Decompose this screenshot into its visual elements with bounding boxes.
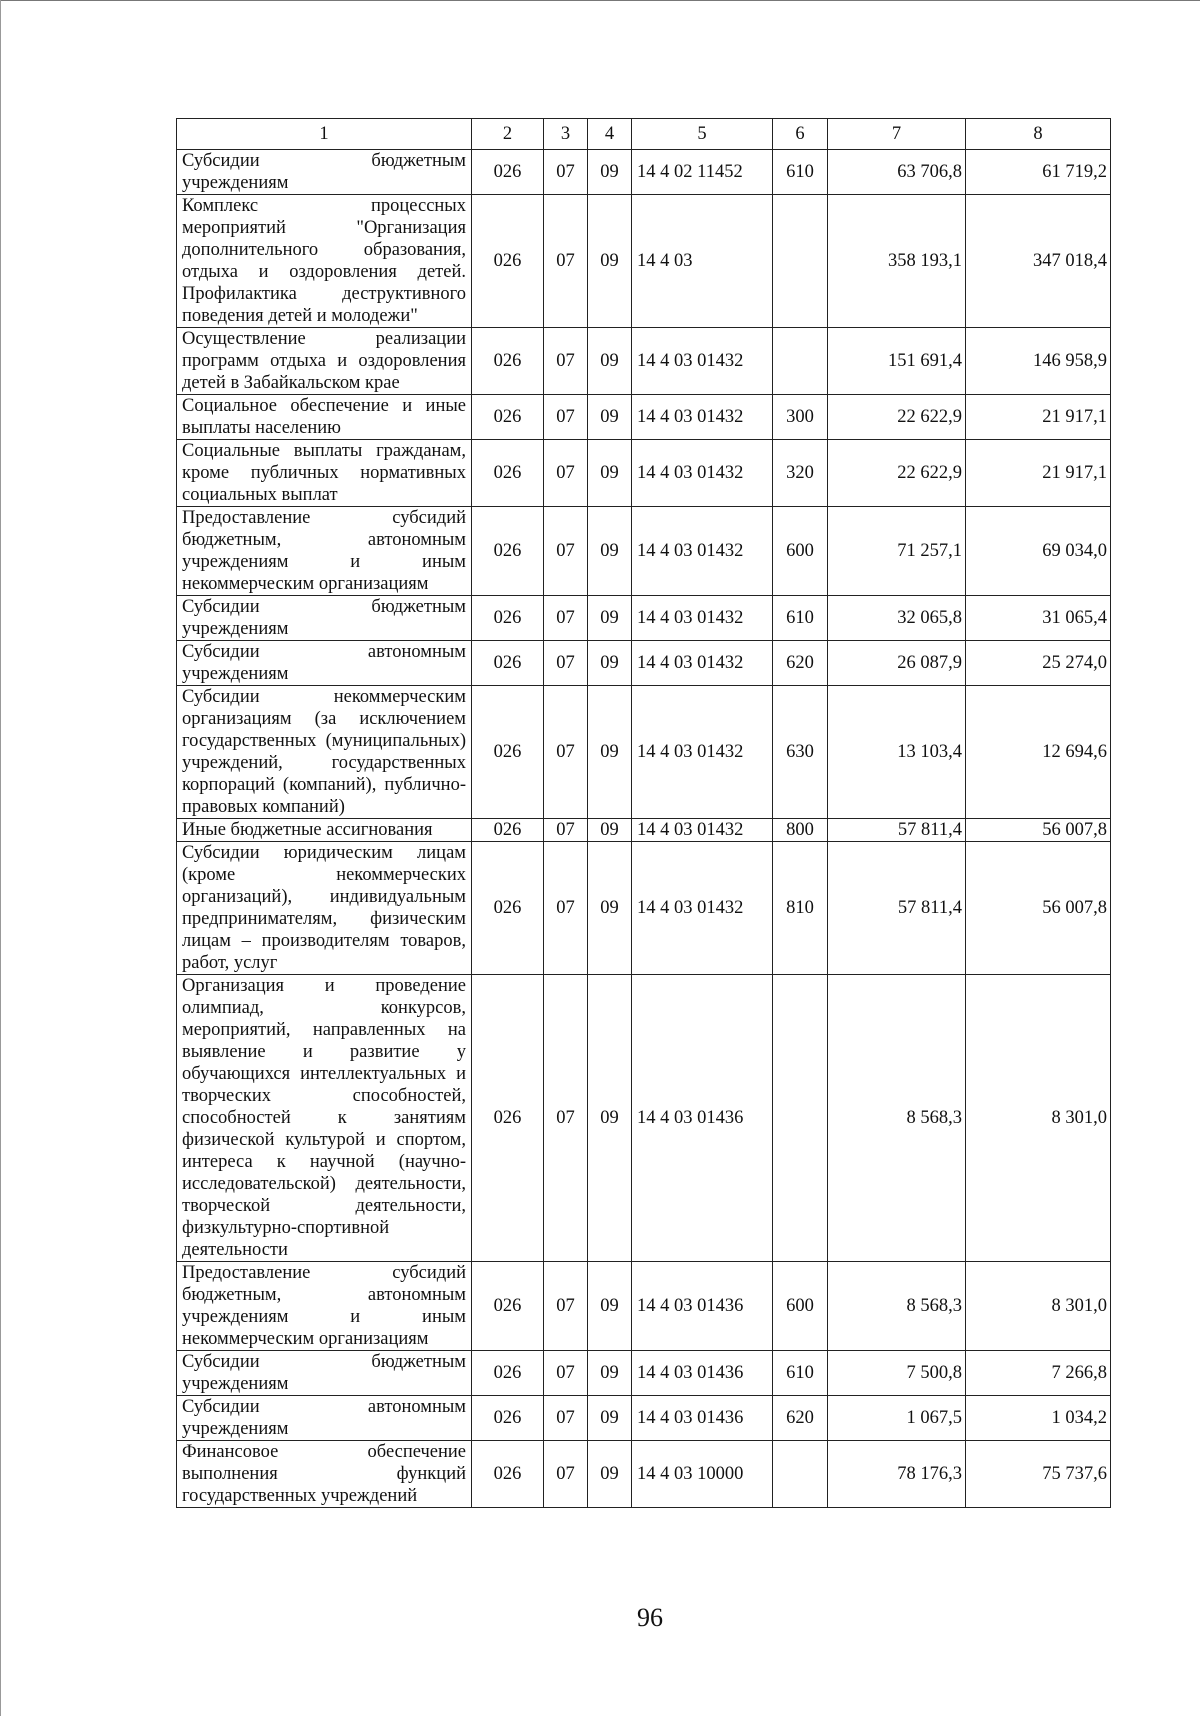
- subsection-code-cell: 09: [588, 507, 632, 596]
- ministry-code-cell: 026: [472, 195, 544, 328]
- column-number-header: 6: [773, 119, 828, 150]
- expense-type-code-cell: 810: [773, 842, 828, 975]
- expense-type-code-cell: [773, 975, 828, 1262]
- item-name-cell: Субсидии некоммерческим организациям (за исключением государственных (муниципальных) учреждений, государственных корпораций (компаний), публично-правовых компаний): [177, 686, 472, 819]
- amount-year1-cell: 358 193,1: [828, 195, 966, 328]
- table-row: [177, 596, 1111, 641]
- ministry-code-cell: 026: [472, 1396, 544, 1441]
- target-article-code-cell: 14 4 03 01432: [632, 842, 773, 975]
- section-code-cell: 07: [544, 1441, 588, 1508]
- ministry-code-cell: 026: [472, 440, 544, 507]
- amount-year1-cell: 8 568,3: [828, 1262, 966, 1351]
- amount-year2-cell: 25 274,0: [966, 641, 1111, 686]
- subsection-code-cell: 09: [588, 195, 632, 328]
- item-name-cell: Предоставление субсидий бюджетным, автономным учреждениям и иным некоммерческим организациям: [177, 1262, 472, 1351]
- table-row: [177, 507, 1111, 596]
- target-article-code-cell: 14 4 03 01432: [632, 819, 773, 842]
- amount-year2-cell: 8 301,0: [966, 1262, 1111, 1351]
- item-name-cell: Субсидии автономным учреждениям: [177, 641, 472, 686]
- amount-year2-cell: 69 034,0: [966, 507, 1111, 596]
- table-row: [177, 819, 1111, 842]
- ministry-code-cell: 026: [472, 507, 544, 596]
- item-name-cell: Субсидии автономным учреждениям: [177, 1396, 472, 1441]
- table-row: [177, 1396, 1111, 1441]
- section-code-cell: 07: [544, 328, 588, 395]
- ministry-code-cell: 026: [472, 395, 544, 440]
- subsection-code-cell: 09: [588, 1262, 632, 1351]
- item-name-cell: Субсидии бюджетным учреждениям: [177, 596, 472, 641]
- ministry-code-cell: 026: [472, 1441, 544, 1508]
- amount-year2-cell: 347 018,4: [966, 195, 1111, 328]
- subsection-code-cell: 09: [588, 395, 632, 440]
- table-row: [177, 195, 1111, 328]
- ministry-code-cell: 026: [472, 328, 544, 395]
- subsection-code-cell: 09: [588, 596, 632, 641]
- section-code-cell: 07: [544, 395, 588, 440]
- target-article-code-cell: 14 4 03 01436: [632, 975, 773, 1262]
- item-name-cell: Социальные выплаты гражданам, кроме публичных нормативных социальных выплат: [177, 440, 472, 507]
- table-header-row: [177, 119, 1111, 150]
- amount-year2-cell: 56 007,8: [966, 842, 1111, 975]
- target-article-code-cell: 14 4 02 11452: [632, 150, 773, 195]
- item-name-cell: Организация и проведение олимпиад, конкурсов, мероприятий, направленных на выявление и развитие у обучающихся интеллектуальных и творческих способностей, способностей к занятиям физической культурой и спортом, интереса к научной (научно-исследовательской) деятельности, творческой деятельности, физкультурно-спортивной деятельности: [177, 975, 472, 1262]
- amount-year1-cell: 71 257,1: [828, 507, 966, 596]
- subsection-code-cell: 09: [588, 641, 632, 686]
- table-row: [177, 1262, 1111, 1351]
- section-code-cell: 07: [544, 596, 588, 641]
- ministry-code-cell: 026: [472, 641, 544, 686]
- section-code-cell: 07: [544, 819, 588, 842]
- section-code-cell: 07: [544, 1351, 588, 1396]
- target-article-code-cell: 14 4 03: [632, 195, 773, 328]
- amount-year2-cell: 21 917,1: [966, 440, 1111, 507]
- section-code-cell: 07: [544, 686, 588, 819]
- amount-year1-cell: 7 500,8: [828, 1351, 966, 1396]
- amount-year1-cell: 13 103,4: [828, 686, 966, 819]
- ministry-code-cell: 026: [472, 1262, 544, 1351]
- target-article-code-cell: 14 4 03 01432: [632, 686, 773, 819]
- expense-type-code-cell: 610: [773, 596, 828, 641]
- amount-year2-cell: 61 719,2: [966, 150, 1111, 195]
- expense-type-code-cell: 630: [773, 686, 828, 819]
- amount-year2-cell: 1 034,2: [966, 1396, 1111, 1441]
- item-name-cell: Иные бюджетные ассигнования: [177, 819, 472, 842]
- amount-year1-cell: 32 065,8: [828, 596, 966, 641]
- target-article-code-cell: 14 4 03 01432: [632, 440, 773, 507]
- column-number-header: 3: [544, 119, 588, 150]
- amount-year1-cell: 1 067,5: [828, 1396, 966, 1441]
- subsection-code-cell: 09: [588, 1351, 632, 1396]
- subsection-code-cell: 09: [588, 686, 632, 819]
- expense-type-code-cell: 320: [773, 440, 828, 507]
- amount-year2-cell: 75 737,6: [966, 1441, 1111, 1508]
- ministry-code-cell: 026: [472, 842, 544, 975]
- column-number-header: 4: [588, 119, 632, 150]
- expense-type-code-cell: 610: [773, 150, 828, 195]
- table-row: [177, 975, 1111, 1262]
- amount-year2-cell: 56 007,8: [966, 819, 1111, 842]
- target-article-code-cell: 14 4 03 01436: [632, 1351, 773, 1396]
- column-number-header: 2: [472, 119, 544, 150]
- section-code-cell: 07: [544, 1396, 588, 1441]
- page-number-container: [0, 1603, 1200, 1633]
- amount-year2-cell: 12 694,6: [966, 686, 1111, 819]
- expense-type-code-cell: [773, 328, 828, 395]
- table-row: [177, 641, 1111, 686]
- expense-type-code-cell: [773, 1441, 828, 1508]
- section-code-cell: 07: [544, 1262, 588, 1351]
- section-code-cell: 07: [544, 842, 588, 975]
- ministry-code-cell: 026: [472, 1351, 544, 1396]
- target-article-code-cell: 14 4 03 01432: [632, 395, 773, 440]
- table-row: [177, 150, 1111, 195]
- ministry-code-cell: 026: [472, 150, 544, 195]
- subsection-code-cell: 09: [588, 1396, 632, 1441]
- section-code-cell: 07: [544, 641, 588, 686]
- item-name-cell: Субсидии бюджетным учреждениям: [177, 1351, 472, 1396]
- amount-year1-cell: 57 811,4: [828, 842, 966, 975]
- table-row: [177, 686, 1111, 819]
- amount-year1-cell: 63 706,8: [828, 150, 966, 195]
- amount-year2-cell: 7 266,8: [966, 1351, 1111, 1396]
- target-article-code-cell: 14 4 03 01432: [632, 596, 773, 641]
- table-row: [177, 328, 1111, 395]
- target-article-code-cell: 14 4 03 01436: [632, 1396, 773, 1441]
- item-name-cell: Субсидии бюджетным учреждениям: [177, 150, 472, 195]
- item-name-cell: Комплекс процессных мероприятий "Организация дополнительного образования, отдыха и оздоровления детей. Профилактика деструктивного поведения детей и молодежи": [177, 195, 472, 328]
- item-name-cell: Социальное обеспечение и иные выплаты населению: [177, 395, 472, 440]
- amount-year2-cell: 146 958,9: [966, 328, 1111, 395]
- item-name-cell: Субсидии юридическим лицам (кроме некоммерческих организаций), индивидуальным предпринимателям, физическим лицам – производителям товаров, работ, услуг: [177, 842, 472, 975]
- ministry-code-cell: 026: [472, 819, 544, 842]
- amount-year2-cell: 31 065,4: [966, 596, 1111, 641]
- table-row: [177, 440, 1111, 507]
- section-code-cell: 07: [544, 150, 588, 195]
- section-code-cell: 07: [544, 195, 588, 328]
- amount-year1-cell: 151 691,4: [828, 328, 966, 395]
- subsection-code-cell: 09: [588, 328, 632, 395]
- subsection-code-cell: 09: [588, 842, 632, 975]
- amount-year1-cell: 78 176,3: [828, 1441, 966, 1508]
- page-edge-left: [0, 0, 1, 1716]
- budget-allocation-table: [176, 118, 1111, 1508]
- subsection-code-cell: 09: [588, 150, 632, 195]
- section-code-cell: 07: [544, 440, 588, 507]
- item-name-cell: Осуществление реализации программ отдыха и оздоровления детей в Забайкальском крае: [177, 328, 472, 395]
- expense-type-code-cell: 620: [773, 1396, 828, 1441]
- expense-type-code-cell: 800: [773, 819, 828, 842]
- target-article-code-cell: 14 4 03 01432: [632, 641, 773, 686]
- amount-year1-cell: 22 622,9: [828, 440, 966, 507]
- column-number-header: 5: [632, 119, 773, 150]
- subsection-code-cell: 09: [588, 1441, 632, 1508]
- target-article-code-cell: 14 4 03 10000: [632, 1441, 773, 1508]
- expense-type-code-cell: 600: [773, 507, 828, 596]
- item-name-cell: Предоставление субсидий бюджетным, автономным учреждениям и иным некоммерческим организациям: [177, 507, 472, 596]
- expense-type-code-cell: 600: [773, 1262, 828, 1351]
- subsection-code-cell: 09: [588, 975, 632, 1262]
- target-article-code-cell: 14 4 03 01436: [632, 1262, 773, 1351]
- amount-year1-cell: 22 622,9: [828, 395, 966, 440]
- ministry-code-cell: 026: [472, 596, 544, 641]
- column-number-header: 7: [828, 119, 966, 150]
- table-row: [177, 395, 1111, 440]
- amount-year1-cell: 8 568,3: [828, 975, 966, 1262]
- table-row: [177, 842, 1111, 975]
- expense-type-code-cell: [773, 195, 828, 328]
- amount-year1-cell: 57 811,4: [828, 819, 966, 842]
- ministry-code-cell: 026: [472, 975, 544, 1262]
- column-number-header: 1: [177, 119, 472, 150]
- expense-type-code-cell: 620: [773, 641, 828, 686]
- page-number: 96: [637, 1603, 663, 1632]
- ministry-code-cell: 026: [472, 686, 544, 819]
- section-code-cell: 07: [544, 975, 588, 1262]
- table-body: [177, 119, 1111, 1508]
- table-row: [177, 1351, 1111, 1396]
- page-edge-top: [0, 0, 1200, 1]
- amount-year2-cell: 8 301,0: [966, 975, 1111, 1262]
- target-article-code-cell: 14 4 03 01432: [632, 328, 773, 395]
- table-row: [177, 1441, 1111, 1508]
- section-code-cell: 07: [544, 507, 588, 596]
- item-name-cell: Финансовое обеспечение выполнения функций государственных учреждений: [177, 1441, 472, 1508]
- expense-type-code-cell: 300: [773, 395, 828, 440]
- target-article-code-cell: 14 4 03 01432: [632, 507, 773, 596]
- expense-type-code-cell: 610: [773, 1351, 828, 1396]
- subsection-code-cell: 09: [588, 819, 632, 842]
- amount-year1-cell: 26 087,9: [828, 641, 966, 686]
- column-number-header: 8: [966, 119, 1111, 150]
- subsection-code-cell: 09: [588, 440, 632, 507]
- amount-year2-cell: 21 917,1: [966, 395, 1111, 440]
